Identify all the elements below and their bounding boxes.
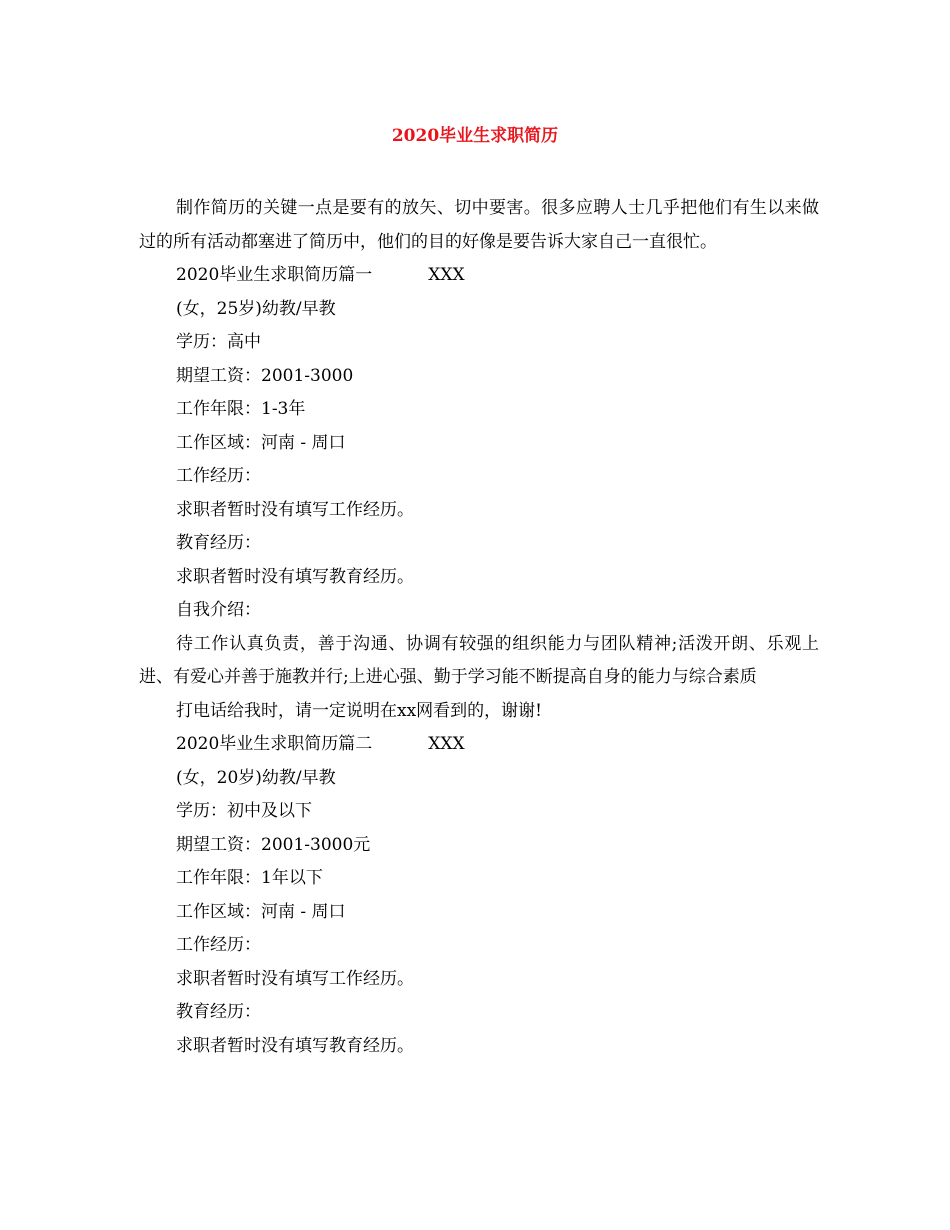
- document-title: 2020毕业生求职简历: [391, 126, 559, 146]
- resume1-basic: (女，25岁)幼教/早教: [176, 298, 336, 319]
- resume1-education-history-value: 求职者暂时没有填写教育经历。: [176, 566, 414, 587]
- resume1-heading: 2020毕业生求职简历篇一: [176, 265, 373, 285]
- resume2-heading-line: [139, 728, 819, 762]
- resume2-work-history-label: 工作经历：: [176, 935, 261, 955]
- resume2-work-history-value: 求职者暂时没有填写工作经历。: [176, 968, 414, 989]
- resume1-expected-salary: 期望工资：2001-3000: [176, 365, 354, 386]
- resume1-self-intro-label: 自我介绍：: [176, 600, 261, 620]
- resume2-heading: 2020毕业生求职简历篇二: [176, 734, 373, 754]
- resume1-work-history-label: 工作经历：: [176, 466, 261, 486]
- resume1-name: XXX: [428, 265, 465, 285]
- resume2-work-area: 工作区域：河南 - 周口: [176, 901, 346, 922]
- resume1-contact-note: 打电话给我时，请一定说明在xx网看到的，谢谢!: [176, 700, 543, 721]
- resume2-basic: (女，20岁)幼教/早教: [176, 767, 336, 788]
- resume2-education-history-value: 求职者暂时没有填写教育经历。: [176, 1035, 414, 1056]
- resume1-self-intro-value: 待工作认真负责，善于沟通、协调有较强的组织能力与团队精神;活泼开朗、乐观上进、有爱心并善于施教并行;上进心强、勤于学习能不断提高自身的能力与综合素质: [139, 633, 819, 687]
- resume2-work-years: 工作年限：1年以下: [176, 868, 323, 888]
- intro-paragraph: 制作简历的关键一点是要有的放矢、切中要害。很多应聘人士几乎把他们有生以来做过的所有活动都塞进了简历中，他们的目的好像是要告诉大家自己一直很忙。: [139, 198, 819, 252]
- resume2-education-level: 学历：初中及以下: [176, 801, 312, 821]
- resume1-education-history-label: 教育经历：: [176, 533, 261, 553]
- resume1-education-level: 学历：高中: [176, 332, 261, 352]
- resume1-heading-line: [139, 259, 819, 293]
- document-body: [139, 192, 819, 1063]
- resume2-name: XXX: [428, 734, 465, 754]
- resume1-work-years: 工作年限：1-3年: [176, 399, 306, 419]
- resume1-work-history-value: 求职者暂时没有填写工作经历。: [176, 499, 414, 520]
- resume2-education-history-label: 教育经历：: [176, 1002, 261, 1022]
- resume1-work-area: 工作区域：河南 - 周口: [176, 432, 346, 453]
- resume2-expected-salary: 期望工资：2001-3000元: [176, 834, 371, 855]
